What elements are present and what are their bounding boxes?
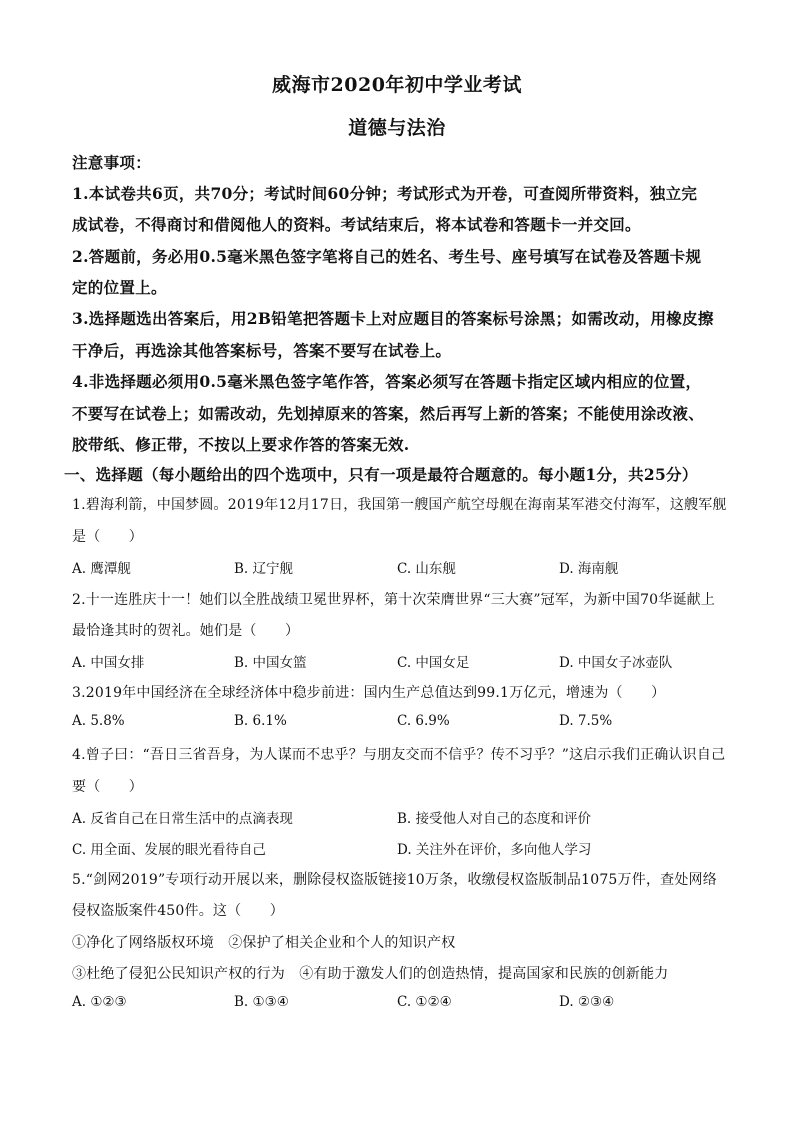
question-text: 要（ ） xyxy=(72,779,143,795)
notice-line: 1.本试卷共6页，共70分；考试时间60分钟；考试形式为开卷，可查阅所带资料，独立完 xyxy=(72,184,698,203)
notice-line: 4.非选择题必须用0.5毫米黑色签字笔作答，答案必须写在答题卡指定区域内相应的位置， xyxy=(72,372,702,391)
notice-line: 不要写在试卷上；如需改动，先划掉原来的答案，然后再写上新的答案；不能使用涂改液、 xyxy=(72,404,705,423)
option-row xyxy=(72,557,732,577)
option-d: D. ②③④ xyxy=(559,994,615,1010)
option-b: B. 6.1% xyxy=(234,713,287,729)
option-c: C. 中国女足 xyxy=(397,655,470,671)
question-text: 3.2019年中国经济在全球经济体中稳步前进：国内生产总值达到99.1万亿元，增速为（ ） xyxy=(72,685,666,701)
option-b: B. 辽宁舰 xyxy=(234,561,294,577)
notice-heading: 注意事项： xyxy=(72,153,152,172)
option-c: C. 6.9% xyxy=(397,713,450,729)
option-a: A. 鹰潭舰 xyxy=(72,561,131,577)
option-c: C. 山东舰 xyxy=(397,561,456,577)
option-row xyxy=(72,838,732,858)
question-text: 侵权盗版案件450件。这（ ） xyxy=(72,903,284,919)
exam-subject: 道德与法治 xyxy=(348,117,446,139)
statement-line: ③杜绝了侵犯公民知识产权的行为 ④有助于激发人们的创造热情，提高国家和民族的创新能力 xyxy=(72,966,669,982)
question-text: 最恰逢其时的贺礼。她们是（ ） xyxy=(72,623,300,639)
option-row xyxy=(72,994,732,1014)
notice-line: 成试卷，不得商讨和借阅他人的资料。考试结束后，将本试卷和答题卡一并交回。 xyxy=(72,215,641,234)
option-d: D. 中国女子冰壶队 xyxy=(559,655,673,671)
option-b: B. 接受他人对自己的态度和评价 xyxy=(397,811,592,827)
option-b: B. 中国女篮 xyxy=(234,655,307,671)
option-a: A. ①②③ xyxy=(72,994,127,1010)
option-a: A. 反省自己在日常生活中的点滴表现 xyxy=(72,811,293,827)
option-c: C. 用全面、发展的眼光看待自己 xyxy=(72,842,266,858)
option-row xyxy=(72,807,732,827)
option-a: A. 中国女排 xyxy=(72,655,145,671)
notice-line: 3.选择题选出答案后，用2B铅笔把答题卡上对应题目的答案标号涂黑；如需改动，用橡皮擦 xyxy=(72,309,714,328)
section-heading: 一、选择题（每小题给出的四个选项中，只有一项是最符合题意的。每小题1分，共25分） xyxy=(64,465,698,484)
question-text: 4.曾子曰：“吾日三省吾身，为人谋而不忠乎？与朋友交而不信乎？传不习乎？”这启示我们正确认识自己 xyxy=(72,747,726,763)
notice-line: 定的位置上。 xyxy=(72,278,167,297)
question-text: 1.碧海利箭，中国梦圆。2019年12月17日，我国第一艘国产航空母舰在海南某军港交付海军，这艘军舰 xyxy=(72,497,727,513)
option-row xyxy=(72,651,732,671)
notice-line: 干净后，再选涂其他答案标号，答案不要写在试卷上。 xyxy=(72,341,452,360)
option-a: A. 5.8% xyxy=(72,713,125,729)
question-text: 是（ ） xyxy=(72,529,143,545)
statement-line: ①净化了网络版权环境 ②保护了相关企业和个人的知识产权 xyxy=(72,935,456,951)
option-b: B. ①③④ xyxy=(234,994,289,1010)
notice-line: 胶带纸、修正带，不按以上要求作答的答案无效. xyxy=(72,435,410,454)
notice-line: 2.答题前，务必用0.5毫米黑色签字笔将自己的姓名、考生号、座号填写在试卷及答题卡规 xyxy=(72,247,702,266)
question-text: 5.“剑网2019”专项行动开展以来，删除侵权盗版链接10万条，收缴侵权盗版制品1075万件，查处网络 xyxy=(72,872,717,888)
option-d: D. 海南舰 xyxy=(559,561,619,577)
option-row xyxy=(72,713,732,733)
option-d: D. 关注外在评价，多向他人学习 xyxy=(397,842,592,858)
exam-title: 威海市2020年初中学业考试 xyxy=(272,74,522,96)
question-text: 2.十一连胜庆十一！她们以全胜战绩卫冕世界杯，第十次荣膺世界“三大赛”冠军，为新中国70华诞献上 xyxy=(72,592,716,608)
option-c: C. ①②④ xyxy=(397,994,452,1010)
option-d: D. 7.5% xyxy=(559,713,613,729)
